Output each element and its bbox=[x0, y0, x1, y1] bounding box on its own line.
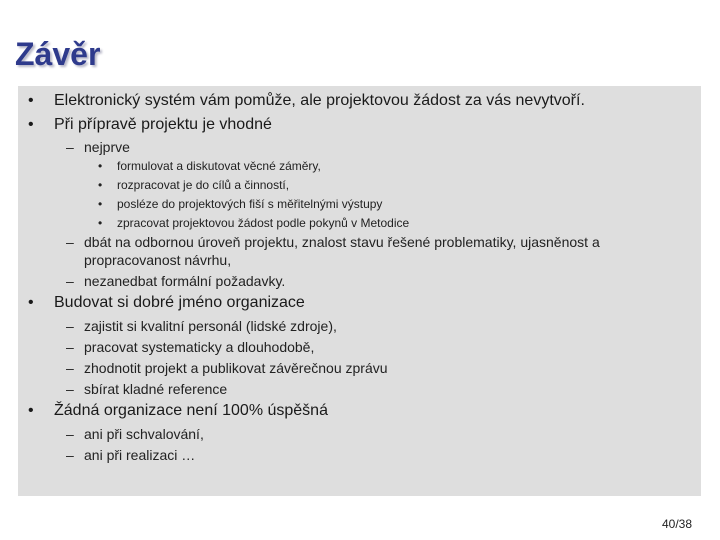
dash-marker: – bbox=[66, 318, 74, 334]
dash-marker: – bbox=[66, 360, 74, 376]
bullet-marker: • bbox=[98, 216, 103, 230]
dash-marker: – bbox=[66, 139, 74, 155]
dash-marker: – bbox=[66, 426, 74, 442]
sub-list-item-text: dbát na odbornou úroveň projektu, znalost stavu řešené problematiky, ujasněnost a bbox=[84, 234, 600, 250]
sub-sub-list-item-text: rozpracovat je do cílů a činností, bbox=[117, 178, 290, 192]
dash-marker: – bbox=[66, 234, 74, 250]
bullet-marker: • bbox=[98, 159, 103, 173]
bullet-marker: • bbox=[98, 197, 103, 211]
sub-sub-list-item-text: formulovat a diskutovat věcné záměry, bbox=[117, 159, 321, 173]
sub-list-item-text: sbírat kladné reference bbox=[84, 381, 228, 397]
list-item-text: Elektronický systém vám pomůže, ale projektovou žádost za vás nevytvoří. bbox=[54, 92, 585, 109]
sub-list-item-text: nejprve bbox=[84, 139, 130, 155]
bullet-marker: • bbox=[28, 116, 34, 133]
sub-list-item-text: ani při realizaci … bbox=[84, 447, 196, 463]
dash-marker: – bbox=[66, 339, 74, 355]
sub-list-item-text: propracovanost návrhu, bbox=[84, 252, 232, 268]
sub-sub-list-item-text: zpracovat projektovou žádost podle pokynů v Metodice bbox=[117, 216, 410, 230]
sub-list-item-text: pracovat systematicky a dlouhodobě, bbox=[84, 339, 315, 355]
dash-marker: – bbox=[66, 447, 74, 463]
sub-list-item-text: ani při schvalování, bbox=[84, 426, 204, 442]
bullet-marker: • bbox=[98, 178, 103, 192]
list-item-text: Při přípravě projektu je vhodné bbox=[54, 116, 272, 133]
bullet-marker: • bbox=[28, 294, 34, 311]
slide-title: Závěr bbox=[15, 36, 101, 72]
sub-list-item-text: nezanedbat formální požadavky. bbox=[84, 273, 286, 289]
dash-marker: – bbox=[66, 273, 74, 289]
bullet-marker: • bbox=[28, 402, 34, 419]
sub-sub-list-item-text: posléze do projektových fiší s měřitelnými výstupy bbox=[117, 197, 383, 211]
bullet-marker: • bbox=[28, 92, 34, 109]
dash-marker: – bbox=[66, 381, 74, 397]
sub-list-item-text: zhodnotit projekt a publikovat závěrečnou zprávu bbox=[84, 360, 388, 376]
page-number: 40/38 bbox=[661, 517, 692, 531]
sub-list-item-text: zajistit si kvalitní personál (lidské zdroje), bbox=[84, 318, 337, 334]
list-item-text: Žádná organizace není 100% úspěšná bbox=[54, 402, 328, 419]
list-item-text: Budovat si dobré jméno organizace bbox=[54, 294, 305, 311]
content-panel bbox=[18, 86, 701, 496]
